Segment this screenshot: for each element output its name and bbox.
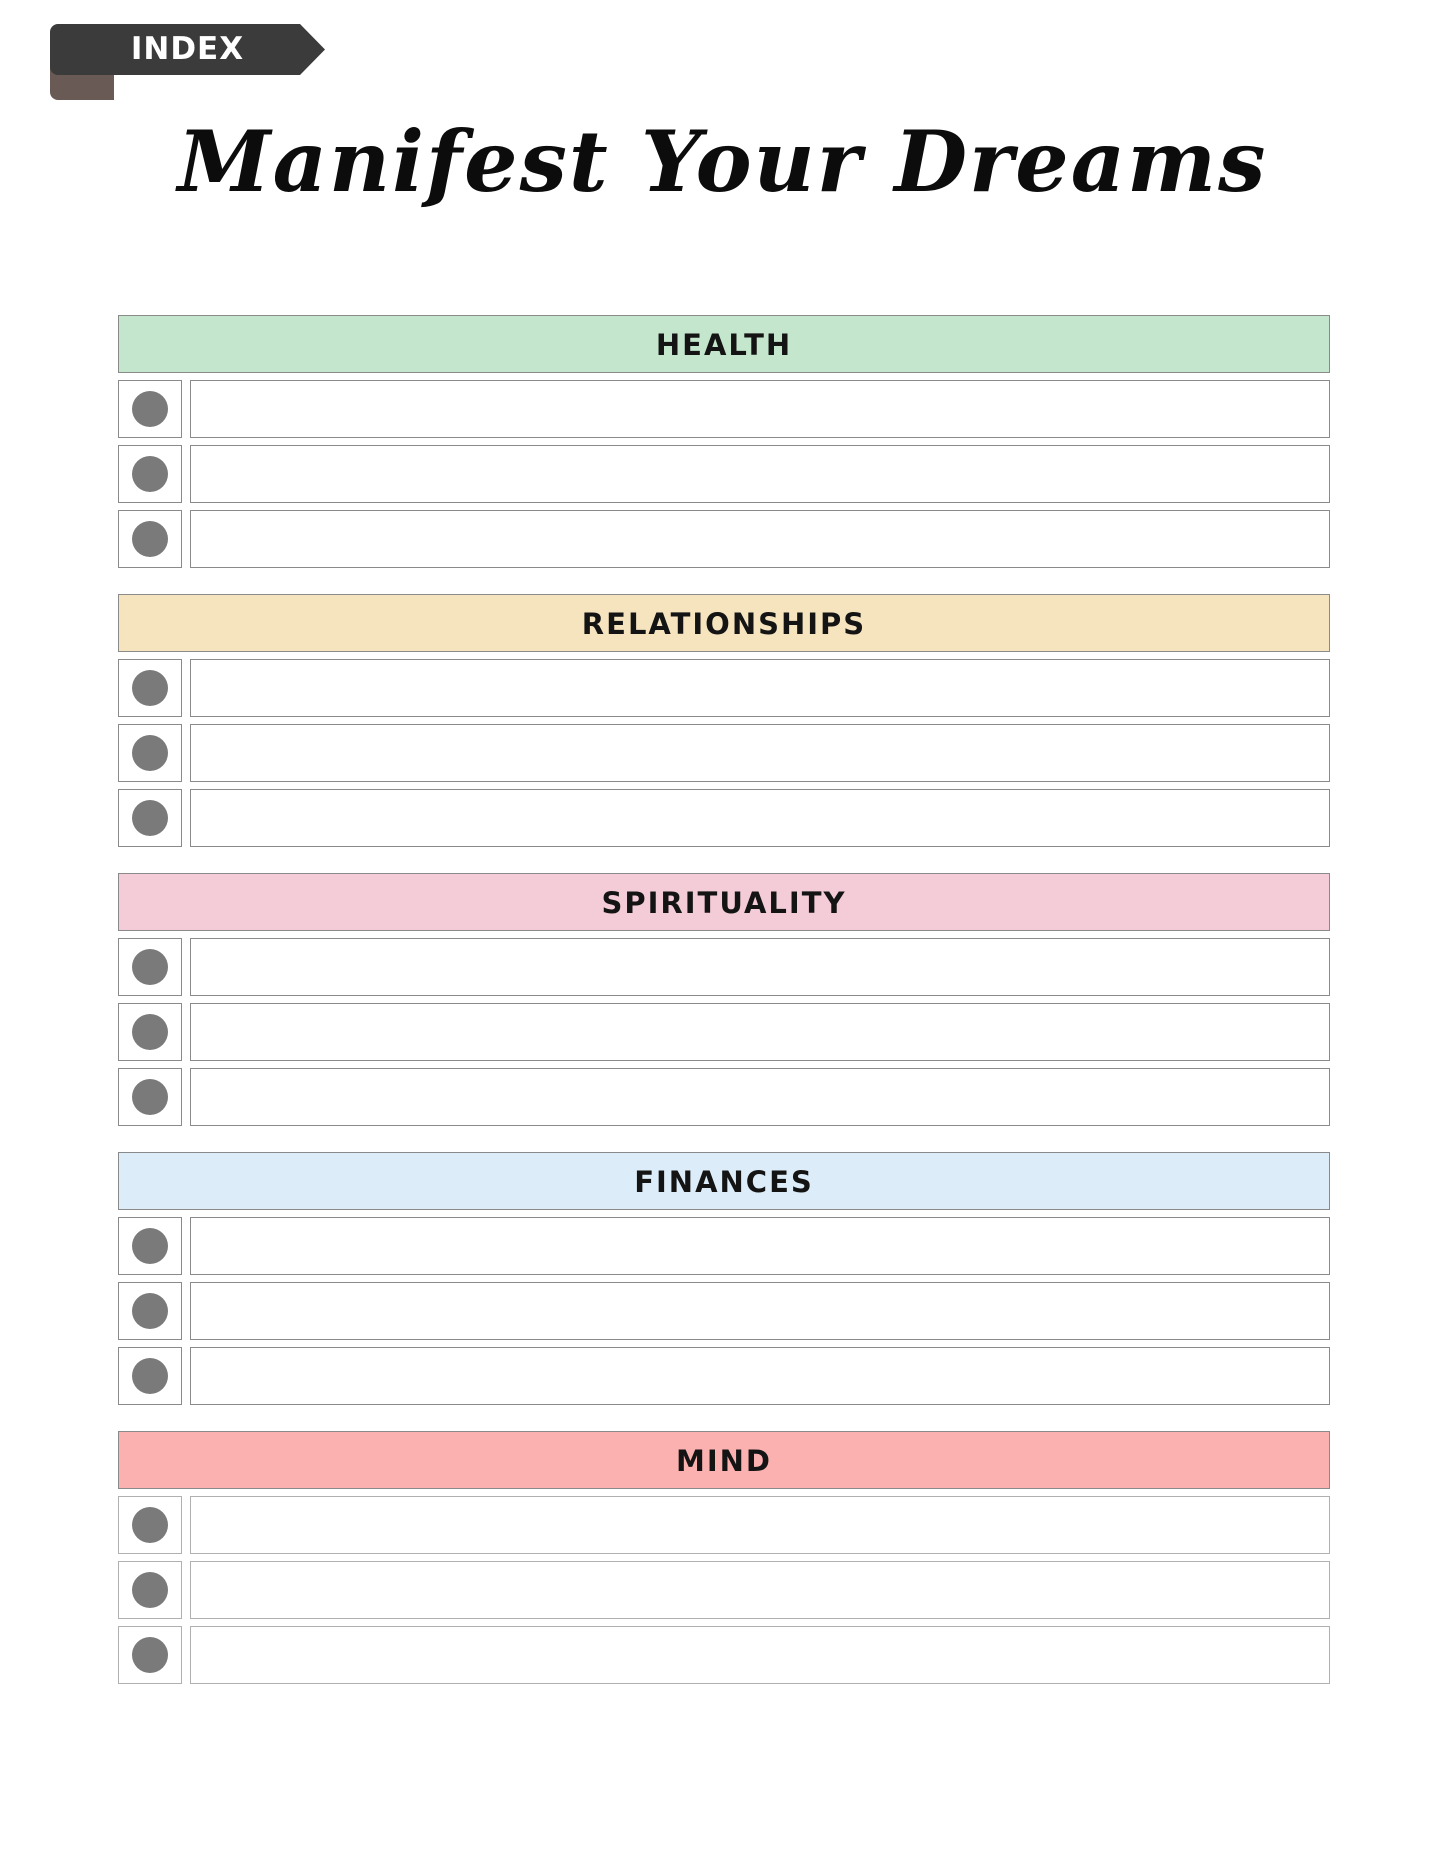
- entry-field[interactable]: [190, 1282, 1330, 1340]
- list-item: [118, 510, 1330, 568]
- bullet-dot-icon: [132, 1358, 168, 1394]
- bullet-checkbox[interactable]: [118, 724, 182, 782]
- list-item: [118, 1626, 1330, 1684]
- section-header-spirituality: SPIRITUALITY: [118, 873, 1330, 931]
- bullet-checkbox[interactable]: [118, 1496, 182, 1554]
- index-tab-label: INDEX: [130, 31, 245, 67]
- bullet-dot-icon: [132, 735, 168, 771]
- list-item: [118, 789, 1330, 847]
- entry-field[interactable]: [190, 938, 1330, 996]
- entry-field[interactable]: [190, 1217, 1330, 1275]
- section-spirituality: [118, 873, 1330, 1126]
- list-item: [118, 724, 1330, 782]
- section-header-health: HEALTH: [118, 315, 1330, 373]
- bullet-checkbox[interactable]: [118, 938, 182, 996]
- bullet-checkbox[interactable]: [118, 380, 182, 438]
- sections-container: [118, 315, 1330, 1710]
- section-header-mind: MIND: [118, 1431, 1330, 1489]
- bullet-dot-icon: [132, 1228, 168, 1264]
- bullet-checkbox[interactable]: [118, 1561, 182, 1619]
- entry-field[interactable]: [190, 789, 1330, 847]
- bullet-checkbox[interactable]: [118, 1282, 182, 1340]
- entry-field[interactable]: [190, 724, 1330, 782]
- entry-field[interactable]: [190, 445, 1330, 503]
- list-item: [118, 1217, 1330, 1275]
- section-relationships: [118, 594, 1330, 847]
- bullet-checkbox[interactable]: [118, 1217, 182, 1275]
- bullet-checkbox[interactable]: [118, 1347, 182, 1405]
- bullet-checkbox[interactable]: [118, 1626, 182, 1684]
- bullet-dot-icon: [132, 1507, 168, 1543]
- section-mind: [118, 1431, 1330, 1684]
- bullet-dot-icon: [132, 1293, 168, 1329]
- list-item: [118, 1068, 1330, 1126]
- section-header-finances: FINANCES: [118, 1152, 1330, 1210]
- page-title: Manifest Your Dreams: [177, 112, 1268, 211]
- entry-field[interactable]: [190, 1068, 1330, 1126]
- bullet-dot-icon: [132, 670, 168, 706]
- list-item: [118, 659, 1330, 717]
- entry-field[interactable]: [190, 1626, 1330, 1684]
- section-header-relationships: RELATIONSHIPS: [118, 594, 1330, 652]
- list-item: [118, 1282, 1330, 1340]
- list-item: [118, 938, 1330, 996]
- list-item: [118, 445, 1330, 503]
- entry-field[interactable]: [190, 1561, 1330, 1619]
- bullet-dot-icon: [132, 521, 168, 557]
- index-tab[interactable]: [50, 24, 325, 100]
- section-health: [118, 315, 1330, 568]
- bullet-checkbox[interactable]: [118, 445, 182, 503]
- bullet-checkbox[interactable]: [118, 510, 182, 568]
- bullet-dot-icon: [132, 800, 168, 836]
- section-finances: [118, 1152, 1330, 1405]
- bullet-dot-icon: [132, 456, 168, 492]
- entry-field[interactable]: [190, 1347, 1330, 1405]
- list-item: [118, 1496, 1330, 1554]
- bullet-checkbox[interactable]: [118, 1068, 182, 1126]
- bullet-checkbox[interactable]: [118, 659, 182, 717]
- bullet-dot-icon: [132, 949, 168, 985]
- list-item: [118, 380, 1330, 438]
- bullet-checkbox[interactable]: [118, 1003, 182, 1061]
- bullet-dot-icon: [132, 1572, 168, 1608]
- bullet-dot-icon: [132, 1079, 168, 1115]
- entry-field[interactable]: [190, 1003, 1330, 1061]
- entry-field[interactable]: [190, 1496, 1330, 1554]
- list-item: [118, 1347, 1330, 1405]
- entry-field[interactable]: [190, 380, 1330, 438]
- bullet-dot-icon: [132, 1014, 168, 1050]
- bullet-dot-icon: [132, 391, 168, 427]
- bullet-dot-icon: [132, 1637, 168, 1673]
- bullet-checkbox[interactable]: [118, 789, 182, 847]
- list-item: [118, 1561, 1330, 1619]
- entry-field[interactable]: [190, 659, 1330, 717]
- entry-field[interactable]: [190, 510, 1330, 568]
- list-item: [118, 1003, 1330, 1061]
